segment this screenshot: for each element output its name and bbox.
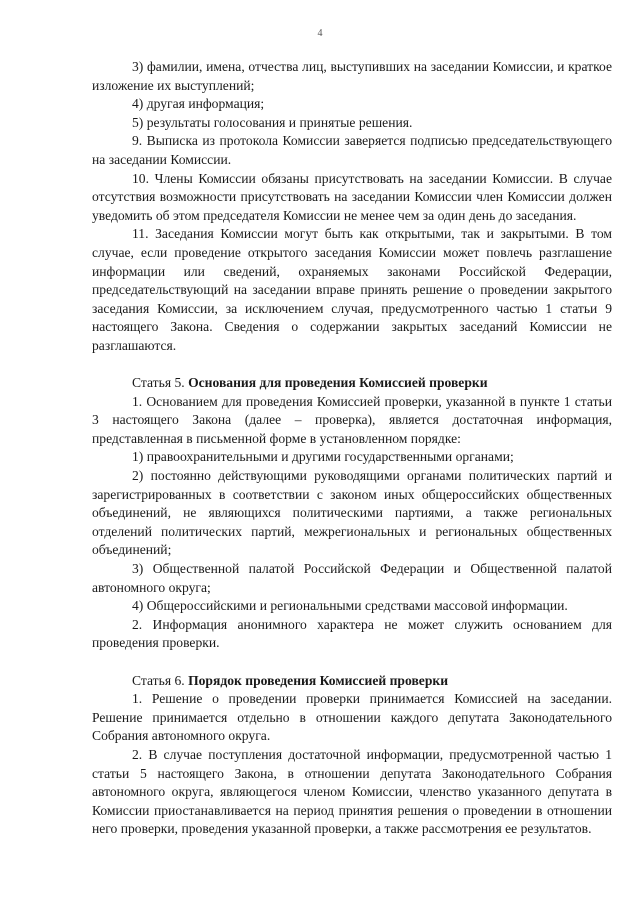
article-5-prefix: Статья 5. bbox=[132, 375, 189, 391]
paragraph: 4) Общероссийскими и региональными средствами массовой информации. bbox=[132, 598, 568, 614]
paragraph: 5) результаты голосования и принятые решения. bbox=[132, 114, 413, 130]
paragraph: 3) Общественной палатой Российской Федерации и Общественной палатой автономного округа; bbox=[92, 561, 612, 595]
paragraph: 2. Информация анонимного характера не может служить основанием для проведения проверки. bbox=[92, 616, 612, 651]
paragraph: 3) фамилии, имена, отчества лиц, выступивших на заседании Комиссии, и краткое изложение их выступлений; bbox=[92, 59, 612, 93]
article-6-prefix: Статья 6. bbox=[132, 672, 189, 688]
article-5-heading bbox=[92, 374, 612, 393]
paragraph: 1. Решение о проведении проверки принимается Комиссией на заседании. Решение принимается отдельно в отношении каждого депутата Законодательного Собрания автономного округа. bbox=[92, 691, 612, 744]
page-number: 4 bbox=[317, 28, 323, 39]
paragraph: 4) другая информация; bbox=[132, 96, 265, 112]
paragraph: 9. Выписка из протокола Комиссии заверяется подписью председательствующего на заседании Комиссии. bbox=[92, 133, 612, 167]
paragraph: 11. Заседания Комиссии могут быть как открытыми, так и закрытыми. В том случае, если проведение открытого заседания Комиссии может повлечь разглашение информации или сведений, охраняемых законами Российской Федерации, председательствующий на заседании вправе принять решение о проведении закрытого заседания Комиссии, за исключением случая, предусмотренного частью 1 статьи 9 настоящего Закона. Сведения о содержании закрытых заседаний Комиссии не разглашаются. bbox=[92, 226, 612, 353]
article-6-heading bbox=[92, 672, 612, 691]
paragraph: 10. Члены Комиссии обязаны присутствовать на заседании Комиссии. В случае отсутствия возможности присутствовать на заседании Комиссии член Комиссии должен уведомить об этом председателя Комиссии не менее чем за один день до заседания. bbox=[92, 170, 612, 223]
document-body bbox=[92, 58, 612, 839]
article-5-title: Основания для проведения Комиссией проверки bbox=[188, 375, 488, 391]
paragraph: 1) правоохранительными и другими государственными органами; bbox=[132, 449, 514, 465]
article-6-title: Порядок проведения Комиссией проверки bbox=[188, 672, 449, 688]
paragraph: 2. В случае поступления достаточной информации, предусмотренной частью 1 статьи 5 настоящего Закона, в отношении депутата Законодательного Собрания автономного округа, являющегося членом Комиссии, членство указанного депутата в Комиссии приостанавливается на период принятия решения о проведении в отношении него проверки, проведения указанной проверки, а также рассмотрения ее результатов. bbox=[92, 746, 612, 837]
paragraph: 1. Основанием для проведения Комиссией проверки, указанной в пункте 1 статьи 3 настоящего Закона (далее – проверка), является достаточная информация, представленная в письменной форме в установленном порядке: bbox=[92, 393, 612, 446]
paragraph: 2) постоянно действующими руководящими органами политических партий и зарегистрированных в соответствии с законом иных общероссийских общественных объединений, не являющихся политическими партиями, а также региональных отделений политических партий, межрегиональных и региональных общественных объединений; bbox=[92, 468, 612, 558]
